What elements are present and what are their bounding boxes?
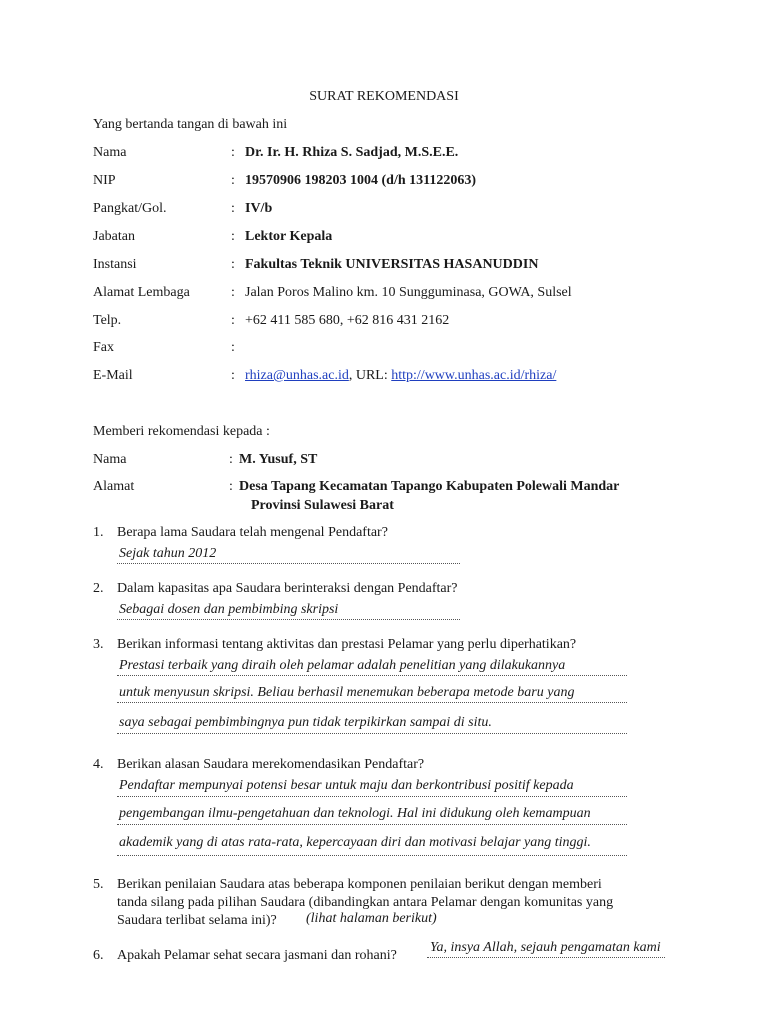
answer-dotted-line [117,824,627,825]
document-title: SURAT REKOMENDASI [309,89,459,104]
answer-text: Ya, insya Allah, sejauh pengamatan kami [430,940,661,955]
question-number: 2. [93,581,104,596]
signer-name-value: Dr. Ir. H. Rhiza S. Sadjad, M.S.E.E. [245,145,459,160]
colon: : [231,368,235,383]
answer-dotted-line [117,855,627,856]
recipient-address-label: Alamat [93,479,135,494]
question-text-line: Berikan penilaian Saudara atas beberapa komponen penilaian berikut dengan memberi [117,877,602,892]
answer-text: akademik yang di atas rata-rata, kepercayaan diri dan motivasi belajar yang tinggi. [119,835,591,850]
question-number: 6. [93,948,104,963]
signer-email-label: E-Mail [93,368,133,383]
recipient-address-line2: Provinsi Sulawesi Barat [251,498,394,513]
answer-text: saya sebagai pembimbingnya pun tidak terpikirkan sampai di situ. [119,715,492,730]
answer-text: Prestasi terbaik yang diraih oleh pelamar adalah penelitian yang dilakukannya [119,658,566,673]
signer-rank-label: Pangkat/Gol. [93,201,167,216]
question-number: 5. [93,877,104,892]
email-link[interactable]: rhiza@unhas.ac.id [245,368,349,383]
question-text: Berikan alasan Saudara merekomendasikan Pendaftar? [117,757,425,772]
colon: : [231,313,235,328]
question-text: Berikan informasi tentang aktivitas dan prestasi Pelamar yang perlu diperhatikan? [117,637,577,652]
url-prefix: , URL: [348,368,392,383]
answer-text: pengembangan ilmu-pengetahuan dan teknologi. Hal ini didukung oleh kemampuan [119,806,591,821]
colon: : [231,145,235,160]
question-number: 4. [93,757,104,772]
colon: : [231,201,235,216]
question-text: Berapa lama Saudara telah mengenal Pendaftar? [117,525,388,540]
answer-dotted-line [117,796,627,797]
recipient-name-label: Nama [93,452,127,467]
signer-address-label: Alamat Lembaga [93,285,190,300]
answer-dotted-line [117,563,460,564]
colon: : [231,285,235,300]
colon: : [231,173,235,188]
signer-nip-label: NIP [93,173,116,188]
url-link[interactable]: http://www.unhas.ac.id/rhiza/ [391,368,557,383]
signer-email-line [245,367,556,385]
answer-text: Pendaftar mempunyai potensi besar untuk maju dan berkontribusi positif kepada [119,778,574,793]
signer-rank-value: IV/b [245,201,273,216]
colon: : [229,479,233,494]
signer-position-value: Lektor Kepala [245,229,333,244]
question-text-line: tanda silang pada pilihan Saudara (dibandingkan antara Pelamar dengan komunitas yang [117,895,614,910]
signer-nip-value: 19570906 198203 1004 (d/h 131122063) [245,173,477,188]
signer-institution-label: Instansi [93,257,137,272]
recipient-name-value: M. Yusuf, ST [239,452,318,467]
signer-institution-value: Fakultas Teknik UNIVERSITAS HASANUDDIN [245,257,539,272]
colon: : [231,257,235,272]
colon: : [231,229,235,244]
intro-text: Yang bertanda tangan di bawah ini [93,117,288,132]
colon: : [231,340,235,355]
signer-position-label: Jabatan [93,229,135,244]
signer-name-label: Nama [93,145,127,160]
answer-dotted-line [117,675,627,676]
answer-dotted-line [117,733,627,734]
question-number: 3. [93,637,104,652]
answer-text: Sebagai dosen dan pembimbing skripsi [119,602,339,617]
question-text: Dalam kapasitas apa Saudara berinteraksi dengan Pendaftar? [117,581,458,596]
answer-text: (lihat halaman berikut) [306,911,437,926]
recipient-address-line1: Desa Tapang Kecamatan Tapango Kabupaten Polewali Mandar [239,479,620,494]
signer-phone-value: +62 411 585 680, +62 816 431 2162 [245,313,450,328]
answer-dotted-line [427,957,665,958]
question-number: 1. [93,525,104,540]
answer-text: untuk menyusun skripsi. Beliau berhasil menemukan beberapa metode baru yang [119,685,575,700]
signer-address-value: Jalan Poros Malino km. 10 Sungguminasa, GOWA, Sulsel [245,285,572,300]
recommend-intro: Memberi rekomendasi kepada : [93,424,270,439]
question-text: Apakah Pelamar sehat secara jasmani dan rohani? [117,948,397,963]
answer-text: Sejak tahun 2012 [119,546,217,561]
signer-phone-label: Telp. [93,313,122,328]
colon: : [229,452,233,467]
signer-fax-label: Fax [93,340,114,355]
answer-dotted-line [117,619,460,620]
answer-dotted-line [117,702,627,703]
question-text-line: Saudara terlibat selama ini)? [117,913,277,928]
